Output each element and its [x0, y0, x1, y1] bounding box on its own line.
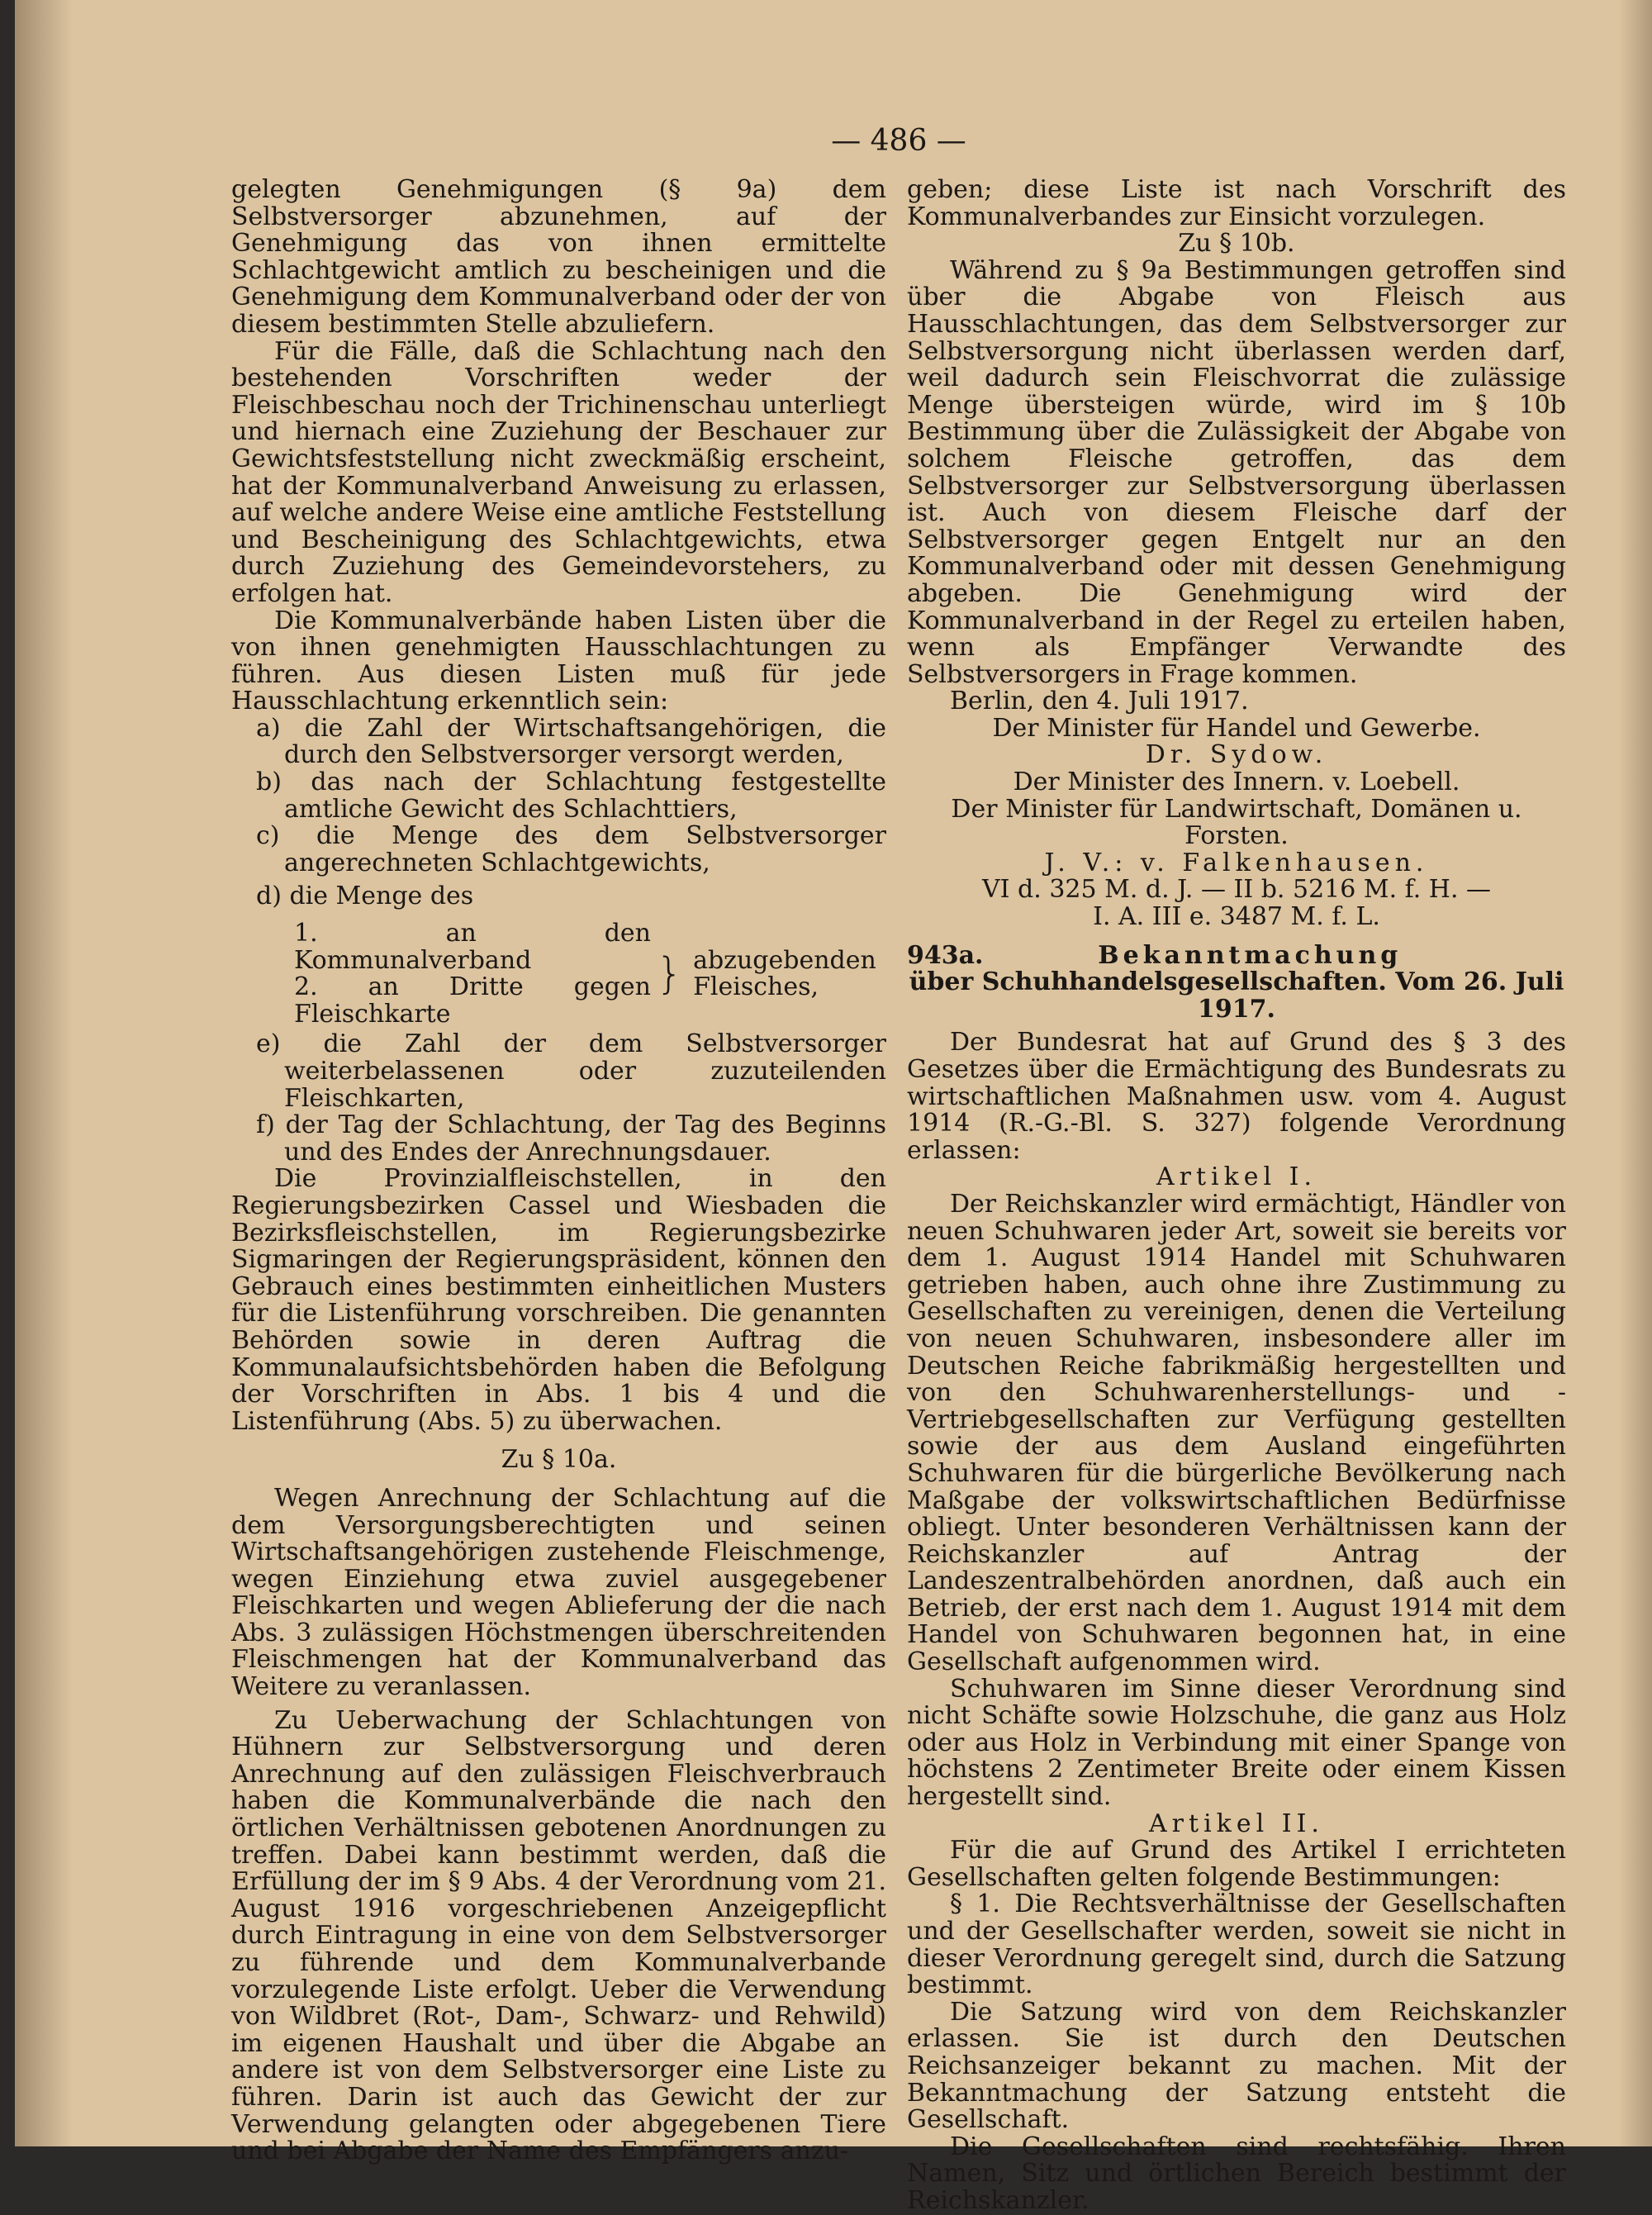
signature-line: Der Minister für Landwirtschaft, Domänen u. Forsten. — [951, 794, 1522, 851]
paragraph: Zu Ueberwachung der Schlachtungen von Hühnern zur Selbstversorgung und deren Anrechnung auf den zulässigen Fleischverbrauch haben die Kommunalverbände die nach den örtlichen Verhältnissen gebotenen Anordnungen zu treffen. Dabei kann bestimmt werden, daß die Erfüllung der im § 9 Abs. 4 der Verordnung vom 21. August 1916 vorgeschriebenen Anzeigepflicht durch Eintragung in eine von dem Selbstversorger zu führende und dem Kommunalverbande vorzulegende Liste erfolgt. Ueber die Verwendung von Wildbret (Rot-, Dam-, Schwarz- und Rehwild) im eigenen Haushalt und über die Abgabe an andere ist von dem Selbstversorger eine Liste zu führen. Darin ist auch das Gewicht der zur Verwendung gelangten oder abgegebenen Tiere und bei Abgabe der Name des Empfängers anzu- — [231, 1705, 886, 2166]
notice-title: Bekanntmachung — [1098, 940, 1403, 970]
gutter-shadow — [15, 0, 73, 2146]
notice-heading — [907, 940, 1566, 970]
paragraph: gelegten Genehmigungen (§ 9a) dem Selbstversorger abzunehmen, auf der Genehmigung das von ihnen ermittelte Schlachtgewicht amtlich zu bescheinigen und die Genehmigung dem Kommunalverband oder der von diesem bestimmten Stelle abzuliefern. — [231, 175, 886, 339]
paragraph: Während zu § 9a Bestimmungen getroffen sind über die Abgabe von Fleisch aus Hausschlachtungen, das dem Selbstversorger zur Selbstversorgung nicht überlassen werden darf, weil dadurch sein Fleischvorrat die zulässige Menge übersteigen würde, wird im § 10b Bestimmung über die Zulässigkeit der Abgabe von solchem Fleische getroffen, das dem Selbstversorger zur Selbstversorgung überlassen ist. Auch von diesem Fleische darf der Selbstversorger gegen Entgelt nur an den Kommunalverband oder mit dessen Genehmigung abgeben. Die Genehmigung wird der Kommunalverband in der Regel zu erteilen haben, wenn als Empfänger Verwandte des Selbstversorgers in Frage kommen. — [907, 255, 1566, 689]
list-item: e) die Zahl der dem Selbstversorger weiterbelassenen oder zuzuteilenden Fleischkarten, — [256, 1029, 886, 1113]
article-heading: Artikel I. — [1156, 1162, 1317, 1192]
paragraph: § 1. Die Rechtsverhältnisse der Gesellschaften und der Gesellschafter werden, soweit sie nicht in dieser Verordnung geregelt sind, durch die Satzung bestimmt. — [907, 1889, 1566, 2000]
left-column — [231, 177, 886, 2165]
signature-line: Der Minister für Handel und Gewerbe. — [992, 713, 1481, 743]
bracketed-sublist — [231, 920, 886, 1028]
sublist-object: abzugebenden — [693, 945, 876, 975]
paragraph: Für die Fälle, daß die Schlachtung nach den bestehenden Vorschriften weder der Fleischbeschau noch der Trichinenschau unterliegt und hiernach eine Zuziehung der Beschauer zur Gewichtsfeststellung nicht zweckmäßig erscheint, hat der Kommunalverband Anweisung zu erlassen, auf welche andere Weise eine amtliche Feststellung und Bescheinigung des Schlachtgewichts, etwa durch Zuziehung des Gemeindevorstehers, zu erfolgen hat. — [231, 336, 886, 608]
paragraph: Die Gesellschaften sind rechtsfähig. Ihren Namen, Sitz und örtlichen Bereich bestimmt der Reichskanzler. — [907, 2132, 1566, 2215]
reference-line: I. A. III e. 3487 M. f. L. — [1093, 902, 1380, 932]
reference-line: VI d. 325 M. d. J. — II b. 5216 M. f. H. — — [981, 875, 1492, 905]
section-heading: Zu § 10b. — [1178, 229, 1295, 259]
right-column — [907, 177, 1566, 2215]
list-item: f) der Tag der Schlachtung, der Tag des Beginns und des Endes der Anrechnungsdauer. — [256, 1110, 886, 1167]
notice-number: 943a. — [907, 940, 984, 970]
sublist-object: Fleisches, — [693, 972, 819, 1002]
paragraph: Wegen Anrechnung der Schlachtung auf die dem Versorgungsberechtigten und seinen Wirtschaftsangehörigen zustehende Fleischmenge, wegen Einziehung etwa zuviel ausgegebener Fleischkarten und wegen Ablieferung der die nach Abs. 3 zulässigen Höchstmengen überschreitenden Fleischmengen hat der Kommunalverband das Weitere zu veranlassen. — [231, 1483, 886, 1702]
page — [15, 0, 1652, 2215]
edge-shadow — [1619, 0, 1652, 2146]
paragraph: Die Kommunalverbände haben Listen über die von ihnen genehmigten Hausschlachtungen zu führen. Aus diesen Listen muß für jede Hausschlachtung erkenntlich sein: — [231, 606, 886, 716]
signature-name: Dr. Sydow. — [1145, 740, 1328, 770]
signature-name: J. V.: v. Falkenhausen. — [1044, 848, 1429, 877]
article-heading: Artikel II. — [1149, 1809, 1324, 1838]
paragraph: Schuhwaren im Sinne dieser Verordnung sind nicht Schäfte sowie Holzschuhe, die ganz aus Holz oder aus Holz in Verbindung mit einer Spange von höchstens 2 Zentimeter Breite oder einem Kissen hergestellt sind. — [907, 1674, 1566, 1812]
section-heading: Zu § 10a. — [501, 1445, 617, 1475]
paragraph: geben; diese Liste ist nach Vorschrift des Kommunalverbandes zur Einsicht vorzulegen. — [907, 175, 1566, 231]
sublist-item: 2. an Dritte gegen Fleischkarte — [294, 972, 651, 1029]
list-item: d) die Menge des — [256, 882, 474, 911]
sublist-item: 1. an den Kommunalverband — [294, 919, 651, 975]
paragraph: Für die auf Grund des Artikel I errichteten Gesellschaften gelten folgende Bestimmungen: — [907, 1836, 1566, 1892]
paragraph: Die Provinzialfleischstellen, in den Regierungsbezirken Cassel und Wiesbaden die Bezirksfleischstellen, im Regierungsbezirke Sigmaringen der Regierungspräsident, können den Gebrauch eines bestimmten einheitlichen Musters für die Listenführung vorschreiben. Die genannten Behörden sowie in deren Auftrag die Kommunalaufsichtsbehörden haben die Befolgung der Vorschriften in Abs. 1 bis 4 und die Listenführung (Abs. 5) zu überwachen. — [231, 1164, 886, 1436]
paragraph: Der Bundesrat hat auf Grund des § 3 des Gesetzes über die Ermächtigung des Bundesrats zu wirtschaftlichen Maßnahmen usw. vom 4. August 1914 (R.-G.-Bl. S. 327) folgende Verordnung erlassen: — [907, 1028, 1566, 1165]
brace: } — [656, 949, 684, 1000]
signature-line: Der Minister des Innern. v. Loebell. — [1013, 768, 1460, 797]
list-item: a) die Zahl der Wirtschaftsangehörigen, die durch den Selbstversorger versorgt werden, — [256, 713, 886, 770]
page-number: — 486 — — [831, 124, 966, 158]
paragraph: Der Reichskanzler wird ermächtigt, Händler von neuen Schuhwaren jeder Art, soweit sie bereits vor dem 1. August 1914 Handel mit Schuhwaren getrieben haben, auch ohne ihre Zustimmung zu Gesellschaften zu vereinigen, denen die Verteilung von neuen Schuhwaren, insbesondere aller im Deutschen Reiche fabrikmäßig hergestellten und von den Schuhwarenherstellungs- und -Vertriebgesellschaften zur Verfügung gestellten sowie der aus dem Ausland eingeführten Schuhwaren für die bürgerliche Bevölkerung nach Maßgabe der volkswirtschaftlichen Bedürfnisse obliegt. Unter besonderen Verhältnissen kann der Reichskanzler auf Antrag der Landeszentralbehörden anordnen, daß auch ein Betrieb, der erst nach dem 1. August 1914 mit dem Handel von Schuhwaren begonnen hat, in eine Gesellschaft aufgenommen wird. — [907, 1189, 1566, 1677]
paragraph: Die Satzung wird von dem Reichskanzler erlassen. Sie ist durch den Deutschen Reichsanzeiger bekannt zu machen. Mit der Bekanntmachung der Satzung entsteht die Gesellschaft. — [907, 1997, 1566, 2135]
notice-subtitle: über Schuhhandelsgesellschaften. Vom 26. Juli 1917. — [909, 967, 1564, 1024]
list-item: b) das nach der Schlachtung festgestellte amtliche Gewicht des Schlachttiers, — [256, 768, 886, 824]
date-line: Berlin, den 4. Juli 1917. — [950, 687, 1249, 716]
list-item: c) die Menge des dem Selbstversorger angerechneten Schlachtgewichts, — [256, 821, 886, 877]
